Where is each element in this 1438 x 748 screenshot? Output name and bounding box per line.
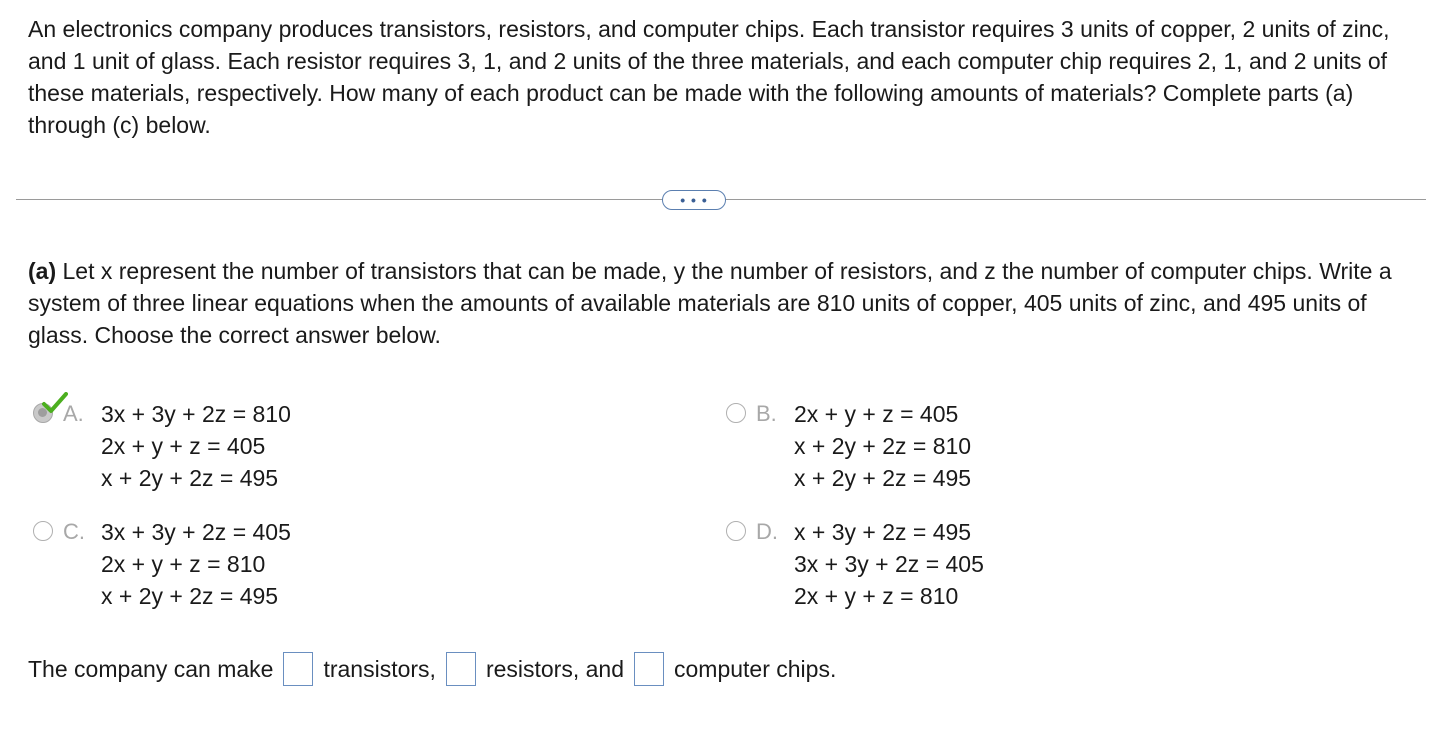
- choice-d[interactable]: [726, 516, 984, 612]
- section-divider: [16, 190, 1426, 212]
- choice-d-equations: [794, 516, 984, 612]
- equation: x + 2y + 2z = 495: [101, 583, 279, 609]
- equation: x + 3y + 2z = 495: [794, 519, 972, 545]
- choice-c-equations: [101, 516, 291, 612]
- show-more-button[interactable]: • • •: [662, 190, 726, 210]
- choice-b-equations: [794, 398, 971, 494]
- transistors-label: transistors,: [323, 656, 436, 682]
- equation: 2x + y + z = 405: [101, 433, 266, 459]
- chips-answer-input[interactable]: [634, 652, 664, 686]
- equation: 2x + y + z = 810: [794, 583, 959, 609]
- equation: 2x + y + z = 810: [101, 551, 266, 577]
- part-a-text: Let x represent the number of transistors that can be made, y the number of resistors, and z the number of computer chips. Write a system of three linear equations when the amounts of available materials are 810 units of copper, 405 units of zinc, and 495 units of glass. Choose the correct answer below.: [28, 258, 1392, 348]
- choice-b-letter: B.: [756, 401, 777, 426]
- equation: x + 2y + 2z = 495: [101, 465, 279, 491]
- choice-b[interactable]: [726, 398, 971, 494]
- choice-c-radio[interactable]: [33, 521, 53, 541]
- choice-a-letter: A.: [63, 401, 84, 426]
- part-a-question: [28, 255, 1418, 351]
- checkmark-icon: [42, 392, 68, 414]
- resistors-answer-input[interactable]: [446, 652, 476, 686]
- equation: x + 2y + 2z = 810: [794, 433, 972, 459]
- equation: 3x + 3y + 2z = 405: [794, 551, 984, 577]
- equation: x + 2y + 2z = 495: [794, 465, 972, 491]
- equation: 3x + 3y + 2z = 405: [101, 519, 291, 545]
- answer-prefix: The company can make: [28, 656, 274, 682]
- choice-c-letter: C.: [63, 519, 85, 544]
- equation: 3x + 3y + 2z = 810: [101, 401, 291, 427]
- part-a-label: (a): [28, 258, 57, 284]
- problem-statement: An electronics company produces transistors, resistors, and computer chips. Each transistor requires 3 units of copper, 2 units of zinc, and 1 unit of glass. Each resistor requires 3, 1, and 2 units of the three materials, and each computer chip requires 2, 1, and 2 units of these materials, respectively. How many of each product can be made with the following amounts of materials? Complete parts (a) through (c) below.: [28, 16, 1390, 138]
- equation: 2x + y + z = 405: [794, 401, 959, 427]
- choice-b-radio[interactable]: [726, 403, 746, 423]
- resistors-label: resistors, and: [485, 656, 624, 682]
- choice-a-equations: [101, 398, 291, 494]
- choice-c[interactable]: [33, 516, 291, 612]
- chips-label: computer chips.: [674, 656, 837, 682]
- choice-d-letter: D.: [756, 519, 778, 544]
- transistors-answer-input[interactable]: [283, 652, 313, 686]
- choice-d-radio[interactable]: [726, 521, 746, 541]
- answer-sentence: [28, 652, 836, 686]
- choice-a-radio[interactable]: [33, 403, 53, 423]
- choice-a[interactable]: [33, 398, 291, 494]
